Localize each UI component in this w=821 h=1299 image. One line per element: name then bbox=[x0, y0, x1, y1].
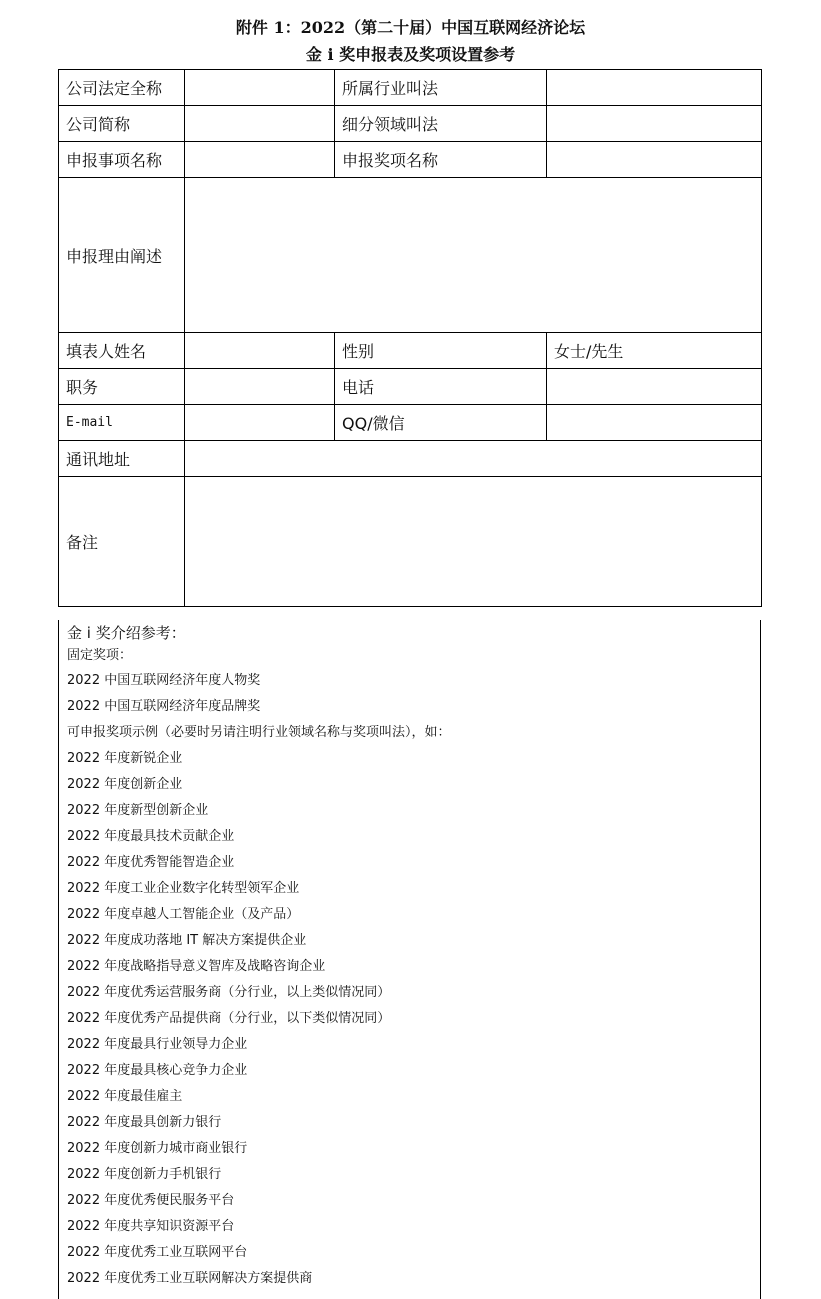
company-short-name-field[interactable] bbox=[185, 106, 335, 142]
list-item: 2022 年度战略指导意义智库及战略咨询企业 bbox=[67, 959, 326, 974]
list-item: 2022 中国互联网经济年度品牌奖 bbox=[67, 699, 261, 714]
reason-label: 申报理由阐述 bbox=[59, 178, 185, 333]
list-item: 2022 年度优秀运营服务商（分行业，以上类似情况同） bbox=[67, 985, 391, 1000]
form-row bbox=[59, 441, 762, 477]
list-item: 2022 年度创新企业 bbox=[67, 777, 183, 792]
list-item: 2022 年度最具技术贡献企业 bbox=[67, 829, 235, 844]
qq-wechat-label: QQ/微信 bbox=[335, 405, 547, 441]
list-item: 固定奖项： bbox=[67, 648, 133, 663]
subfield-label: 细分领域叫法 bbox=[335, 106, 547, 142]
list-item: 2022 年度成功落地 IT 解决方案提供企业 bbox=[67, 933, 307, 948]
list-item: 2022 年度创新力城市商业银行 bbox=[67, 1141, 248, 1156]
list-item: 2022 年度最具核心竞争力企业 bbox=[67, 1063, 248, 1078]
industry-label: 所属行业叫法 bbox=[335, 70, 547, 106]
position-field[interactable] bbox=[185, 369, 335, 405]
industry-field[interactable] bbox=[547, 70, 762, 106]
list-item: 2022 年度最具行业领导力企业 bbox=[67, 1037, 248, 1052]
filler-name-field[interactable] bbox=[185, 333, 335, 369]
form-row bbox=[59, 333, 762, 369]
address-label: 通讯地址 bbox=[59, 441, 185, 477]
form-row bbox=[59, 70, 762, 106]
company-full-name-field[interactable] bbox=[185, 70, 335, 106]
gender-label: 性别 bbox=[335, 333, 547, 369]
form-row bbox=[59, 369, 762, 405]
item-name-field[interactable] bbox=[185, 142, 335, 178]
company-full-name-label: 公司法定全称 bbox=[59, 70, 185, 106]
list-item: 2022 年度卓越人工智能企业（及产品） bbox=[67, 907, 300, 922]
email-label: E-mail bbox=[59, 405, 185, 441]
company-short-name-label: 公司简称 bbox=[59, 106, 185, 142]
list-item: 2022 年度优秀工业互联网平台 bbox=[67, 1245, 248, 1260]
list-item: 可申报奖项示例（必要时另请注明行业领域名称与奖项叫法），如： bbox=[67, 725, 451, 740]
application-form-table bbox=[58, 69, 762, 607]
list-item: 2022 中国互联网经济年度人物奖 bbox=[67, 673, 261, 688]
document-subtitle: 金 i 奖申报表及奖项设置参考 bbox=[305, 45, 516, 64]
qq-wechat-field[interactable] bbox=[547, 405, 762, 441]
list-item: 2022 年度优秀智能智造企业 bbox=[67, 855, 235, 870]
list-item: 2022 年度优秀便民服务平台 bbox=[67, 1193, 235, 1208]
list-item: 2022 年度工业企业数字化转型领军企业 bbox=[67, 881, 300, 896]
list-item: 2022 年度优秀产品提供商（分行业，以下类似情况同） bbox=[67, 1011, 391, 1026]
list-item: 2022 年度新型创新企业 bbox=[67, 803, 209, 818]
form-row bbox=[59, 106, 762, 142]
phone-field[interactable] bbox=[547, 369, 762, 405]
award-name-field[interactable] bbox=[547, 142, 762, 178]
list-item: 2022 年度最佳雇主 bbox=[67, 1089, 183, 1104]
gender-field[interactable]: 女士/先生 bbox=[547, 333, 762, 369]
filler-name-label: 填表人姓名 bbox=[59, 333, 185, 369]
list-item: 2022 年度共享知识资源平台 bbox=[67, 1219, 235, 1234]
item-name-label: 申报事项名称 bbox=[59, 142, 185, 178]
form-row bbox=[59, 405, 762, 441]
remarks-label: 备注 bbox=[59, 477, 185, 607]
award-intro-section bbox=[58, 620, 761, 1299]
form-row bbox=[59, 178, 762, 333]
position-label: 职务 bbox=[59, 369, 185, 405]
remarks-field[interactable] bbox=[185, 477, 762, 607]
address-field[interactable] bbox=[185, 441, 762, 477]
award-name-label: 申报奖项名称 bbox=[335, 142, 547, 178]
reason-field[interactable] bbox=[185, 178, 762, 333]
subfield-field[interactable] bbox=[547, 106, 762, 142]
form-row bbox=[59, 477, 762, 607]
list-item: 2022 年度最具创新力银行 bbox=[67, 1115, 222, 1130]
phone-label: 电话 bbox=[335, 369, 547, 405]
document-title: 附件 1：2022（第二十届）中国互联网经济论坛 bbox=[235, 18, 586, 37]
list-item: 2022 年度创新力手机银行 bbox=[67, 1167, 222, 1182]
form-row bbox=[59, 142, 762, 178]
list-item: 2022 年度优秀工业互联网解决方案提供商 bbox=[67, 1271, 313, 1286]
award-intro-heading: 金 i 奖介绍参考： bbox=[67, 624, 186, 642]
list-item: 2022 年度新锐企业 bbox=[67, 751, 183, 766]
email-field[interactable] bbox=[185, 405, 335, 441]
